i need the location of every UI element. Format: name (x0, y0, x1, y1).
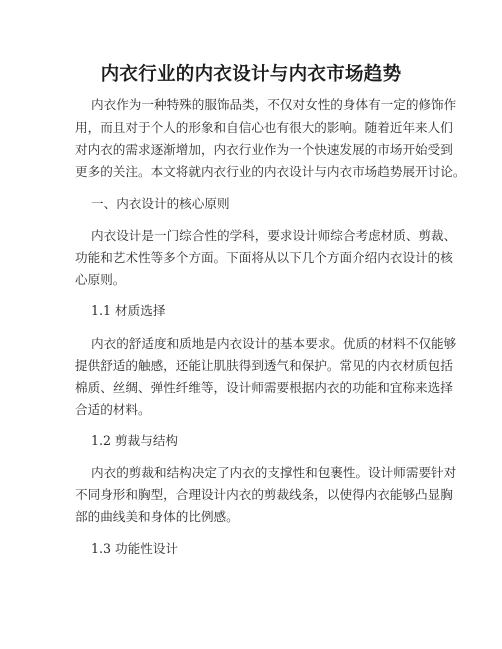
subsection-heading: 1.1 材质选择 (91, 303, 166, 318)
intro-line: 用，而且对于个人的形象和自信心也有很大的影响。随着近年来人们 (75, 120, 453, 135)
sub1-line: 提供舒适的触感，还能让肌肤得到透气和保护。常见的内衣材质包括 (75, 358, 453, 373)
sub2-line: 不同身形和胸型，合理设计内衣的剪裁线条，以使得内衣能够凸显胸 (75, 487, 453, 502)
sub1-line: 棉质、丝绸、弹性纤维等，设计师需要根据内衣的功能和宜称来选择 (75, 380, 453, 395)
sub2-line: 部的曲线美和身体的比例感。 (75, 509, 239, 524)
subsection-heading: 1.2 剪裁与结构 (91, 433, 179, 448)
section1-line: 心原则。 (75, 272, 126, 287)
sub2-line: 内衣的剪裁和结构决定了内衣的支撑性和包裹性。设计师需要针对 (91, 465, 457, 480)
intro-line: 对内衣的需求逐渐增加，内衣行业作为一个快速发展的市场开始受到 (75, 142, 453, 157)
sub1-line: 内衣的舒适度和质地是内衣设计的基本要求。优质的材料不仅能够 (91, 336, 457, 351)
subsection-heading: 1.3 功能性设计 (91, 541, 179, 556)
sub1-line: 合适的材料。 (75, 402, 151, 417)
section-heading: 一、内衣设计的核心原则 (91, 196, 230, 211)
document-title: 内衣行业的内衣设计与内衣市场趋势 (100, 64, 402, 85)
intro-line: 更多的关注。本文将就内衣行业的内衣设计与内衣市场趋势展开讨论。 (75, 164, 466, 179)
section1-line: 内衣设计是一门综合性的学科，要求设计师综合考虑材质、剪裁、 (91, 228, 457, 243)
intro-line: 内衣作为一种特殊的服饰品类，不仅对女性的身体有一定的修饰作 (91, 97, 457, 112)
section1-line: 功能和艺术性等多个方面。下面将从以下几个方面介绍内衣设计的核 (75, 250, 453, 265)
